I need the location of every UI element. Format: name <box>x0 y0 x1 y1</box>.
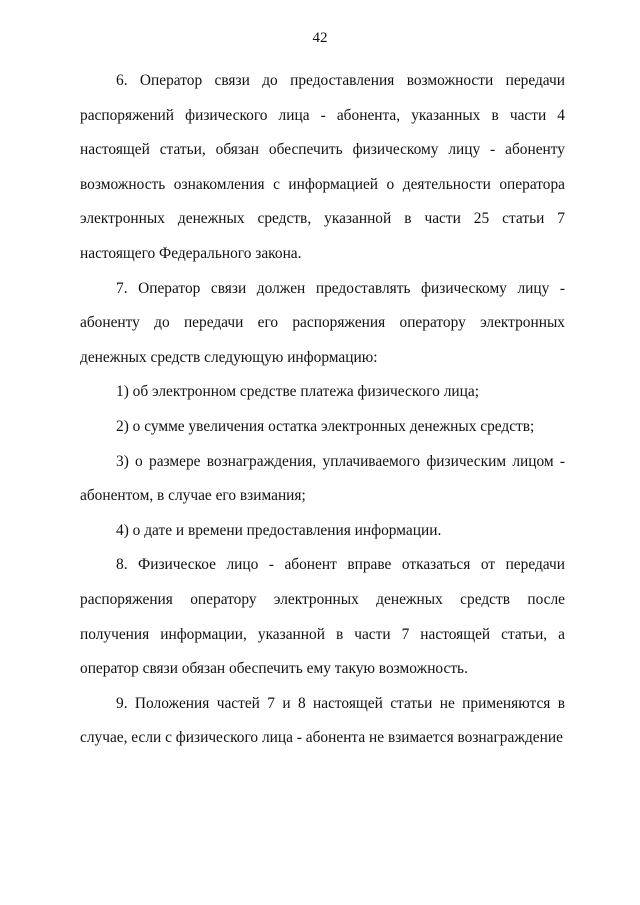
paragraph-part-9: 9. Положения частей 7 и 8 настоящей статьи не применяются в случае, если с физического лица - абонента не взимается вознаграждение <box>80 694 565 747</box>
list-item-2: 2) о сумме увеличения остатка электронных денежных средств; <box>116 417 535 435</box>
page-number: 42 <box>312 30 328 46</box>
paragraph-part-6: 6. Оператор связи до предоставления возможности передачи распоряжений физического лица - абонента, указанных в части 4 настоящей статьи, обязан обеспечить физическому лицу - абоненту возможность ознакомления с информацией о деятельности оператора электронных денежных средств, указанной в части 25 статьи 7 настоящего Федерального закона. <box>80 72 565 262</box>
paragraph-part-7: 7. Оператор связи должен предоставлять физическому лицу - абоненту до передачи его распоряжения оператору электронных денежных средств следующую информацию: <box>80 279 565 366</box>
list-item-4: 4) о дате и времени предоставления информации. <box>116 521 442 539</box>
list-item-1: 1) об электронном средстве платежа физического лица; <box>116 383 479 401</box>
list-item-3: 3) о размере вознаграждения, уплачиваемого физическим лицом - абонентом, в случае его взимания; <box>80 452 565 505</box>
paragraph-part-8: 8. Физическое лицо - абонент вправе отказаться от передачи распоряжения оператору электронных денежных средств после получения информации, указанной в части 7 настоящей статьи, а оператор связи обязан обеспечить ему такую возможность. <box>80 556 565 678</box>
document-body <box>80 64 565 756</box>
